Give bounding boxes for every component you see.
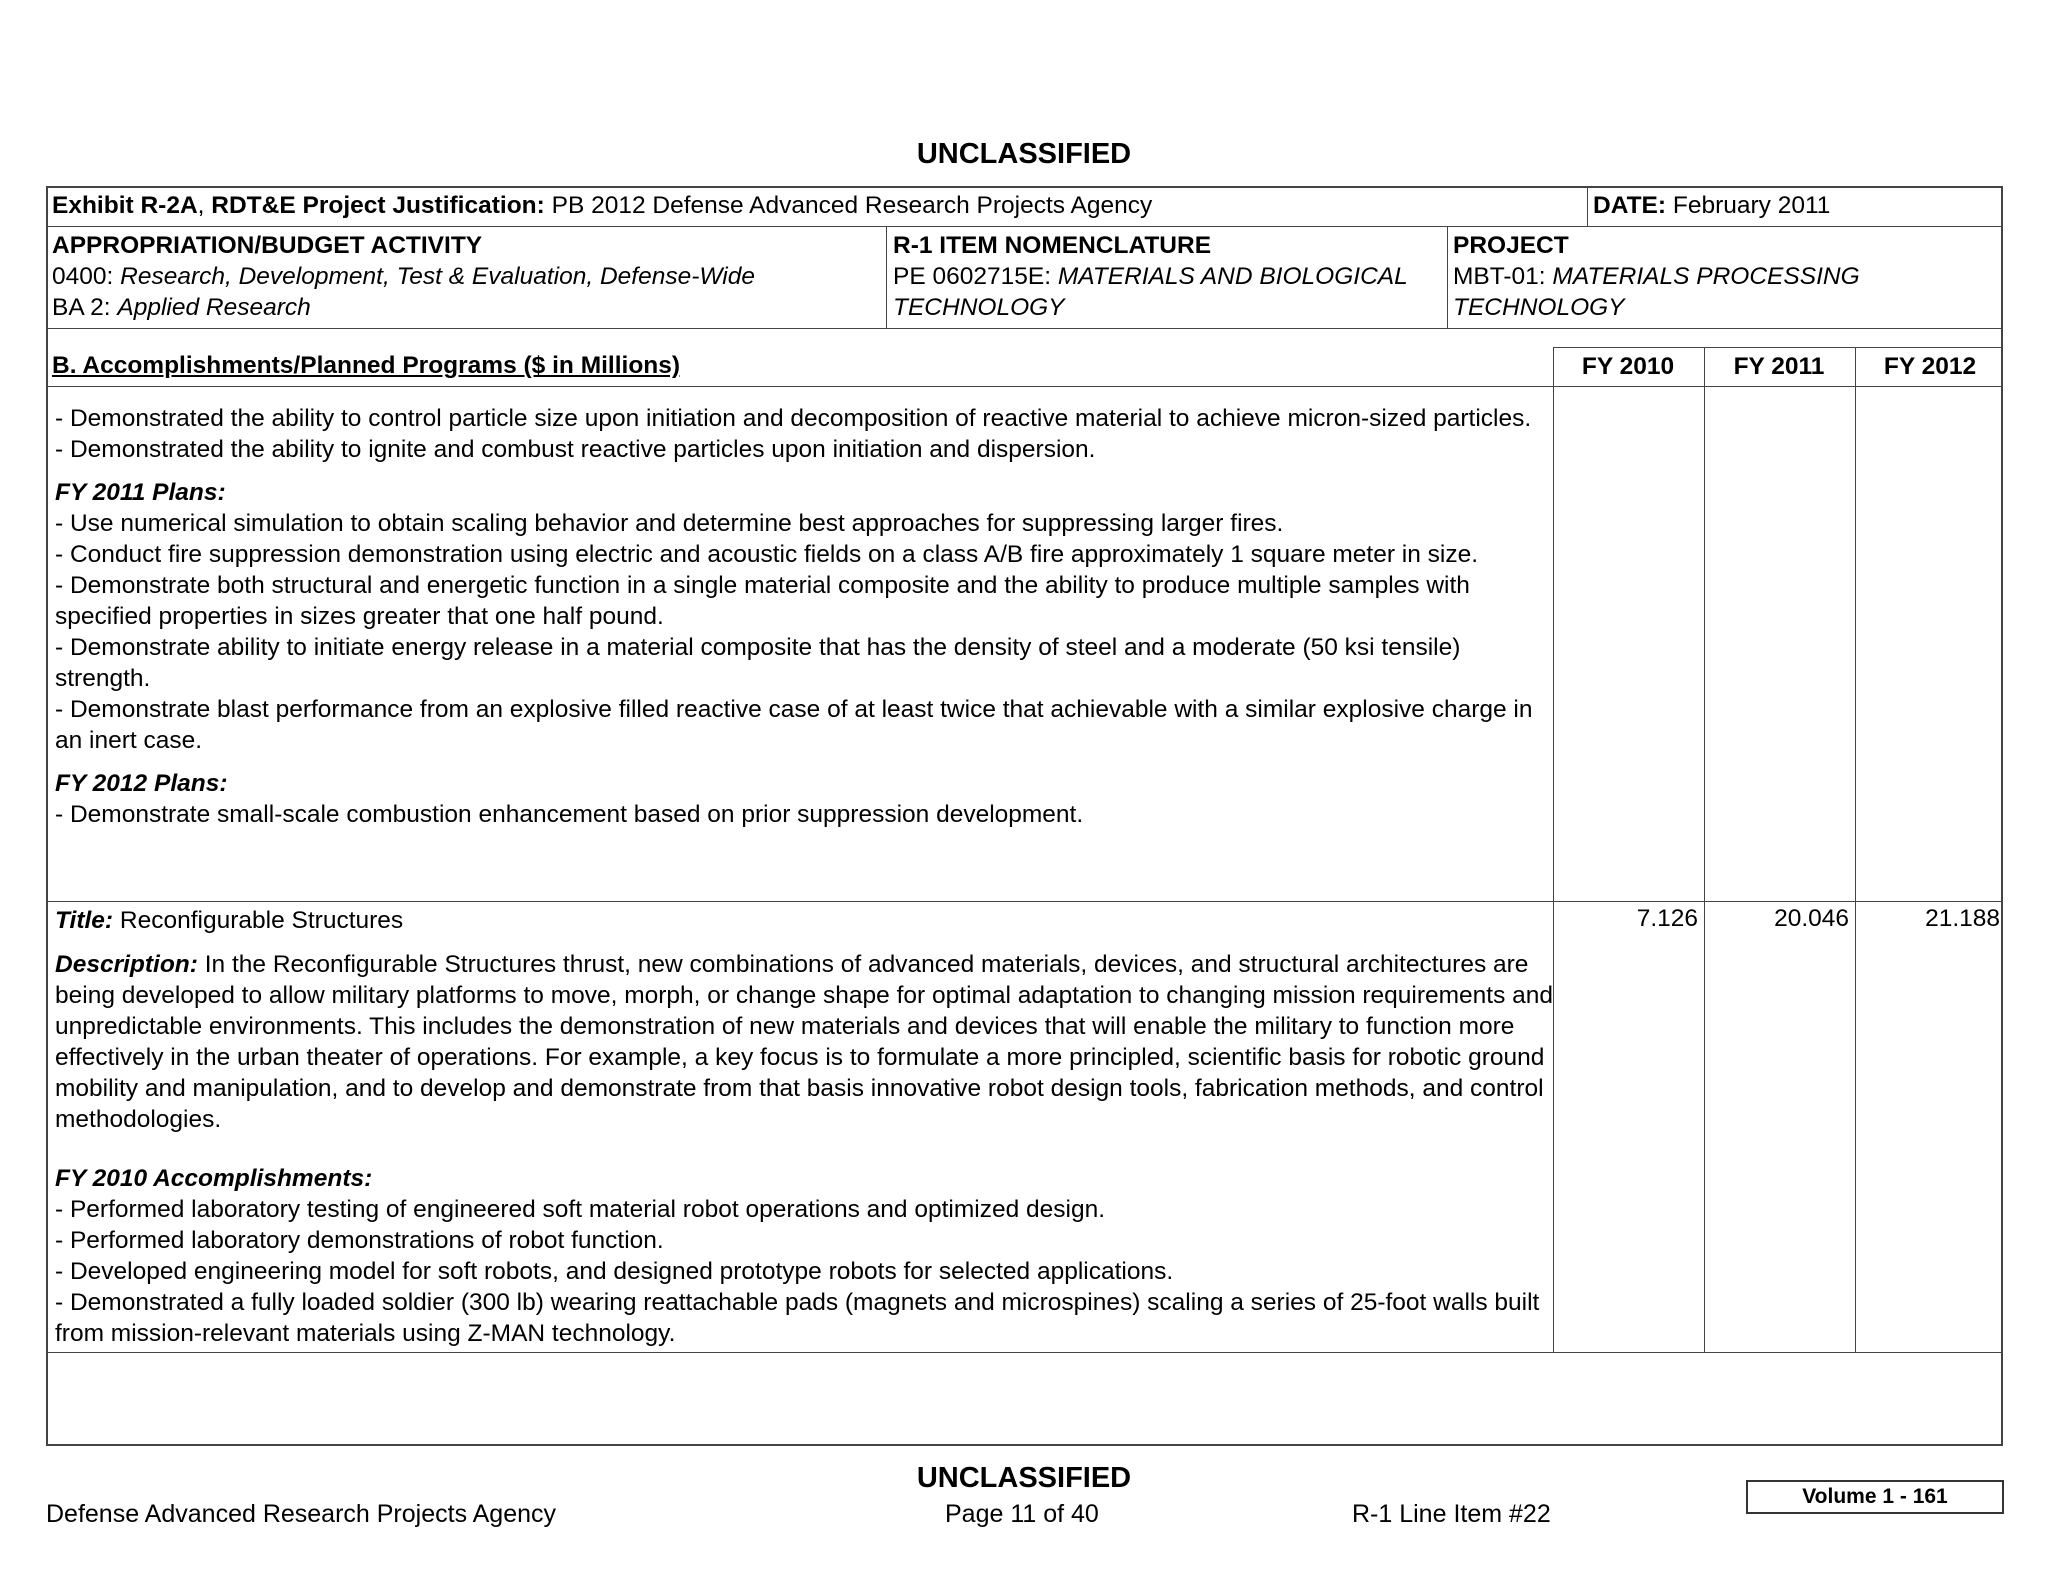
- footer-agency: Defense Advanced Research Projects Agency: [46, 1500, 557, 1528]
- fy-column-header: FY 2010: [1581, 353, 1675, 380]
- list-item: - Use numerical simulation to obtain scaling behavior and determine best approaches for suppressing larger fires.: [55, 510, 1284, 537]
- fy2010-value: 7.126: [1636, 905, 1698, 932]
- fy-column-header: FY 2012: [1883, 353, 1977, 380]
- project-code: MBT-01:: [1453, 263, 1546, 290]
- list-item: - Developed engineering model for soft robots, and designed prototype robots for selected applications.: [55, 1258, 1174, 1285]
- footer-page: Page 11 of 40: [945, 1500, 1099, 1528]
- appropriation-label: APPROPRIATION/BUDGET ACTIVITY: [52, 232, 483, 259]
- divider: [46, 328, 2003, 329]
- list-item: - Demonstrate ability to initiate energy release in a material composite that has the density of steel and a moderate (50 ksi tensile) strength.: [55, 634, 1461, 692]
- divider: [1553, 347, 2003, 348]
- ba-name: Applied Research: [117, 294, 311, 321]
- description: [55, 949, 1560, 1135]
- list-item: - Performed laboratory testing of engineered soft material robot operations and optimized design.: [55, 1196, 1106, 1223]
- r1-name: MATERIALS AND BIOLOGICAL: [1057, 263, 1408, 290]
- list-item: - Demonstrated the ability to ignite and combust reactive particles upon initiation and dispersion.: [55, 436, 1096, 463]
- list-item: - Demonstrated the ability to control particle size upon initiation and decomposition of reactive material to achieve micron-sized particles.: [55, 405, 1532, 432]
- top-classification: UNCLASSIFIED: [916, 138, 1132, 170]
- fy-column-header: FY 2011: [1733, 353, 1825, 380]
- list-item: - Conduct fire suppression demonstration using electric and acoustic fields on a class A/B fire approximately 1 square meter in size.: [55, 541, 1479, 568]
- list-item: - Performed laboratory demonstrations of robot function.: [55, 1227, 664, 1254]
- footer-line-item: R-1 Line Item #22: [1352, 1500, 1551, 1528]
- exhibit-label: Exhibit R-2A: [52, 192, 198, 219]
- budget-activity: [52, 292, 311, 323]
- project-name-cont: TECHNOLOGY: [1453, 294, 1625, 321]
- date-label: DATE:: [1593, 192, 1667, 219]
- block2-content: [55, 949, 1560, 1349]
- project-name: MATERIALS PROCESSING: [1552, 263, 1860, 290]
- date-field: [1593, 190, 1830, 221]
- block2-title: [55, 905, 403, 936]
- appropriation-value: [52, 261, 755, 292]
- fy2012-heading: FY 2012 Plans:: [55, 770, 228, 797]
- divider: [1447, 226, 1448, 328]
- project-value: [1453, 261, 1860, 292]
- r1-label: R-1 ITEM NOMENCLATURE: [893, 232, 1212, 259]
- block1-content: [55, 403, 1560, 830]
- list-item: - Demonstrate both structural and energetic function in a single material composite and the ability to produce multiple samples with specified properties in sizes greater that one half pound.: [55, 572, 1470, 630]
- date-value: February 2011: [1672, 192, 1831, 219]
- ba-code: BA 2:: [52, 294, 111, 321]
- divider: [46, 901, 2003, 902]
- r1-code: PE 0602715E:: [893, 263, 1052, 290]
- title-label: Title:: [55, 907, 114, 934]
- appropriation-name: Research, Development, Test & Evaluation, Defense-Wide: [120, 263, 755, 290]
- bottom-classification: UNCLASSIFIED: [916, 1462, 1132, 1494]
- justification-label: RDT&E Project Justification:: [211, 192, 545, 219]
- fy2011-value: 20.046: [1774, 905, 1849, 932]
- divider: [46, 1352, 2003, 1353]
- r1-value: [893, 261, 1408, 292]
- fy2010-heading: FY 2010 Accomplishments:: [55, 1165, 373, 1192]
- fy2012-value: 21.188: [1925, 905, 2000, 932]
- description-label: Description:: [55, 951, 198, 978]
- fy2011-heading: FY 2011 Plans:: [55, 479, 226, 506]
- appropriation-code: 0400:: [52, 263, 114, 290]
- divider: [46, 386, 2003, 387]
- list-item: - Demonstrated a fully loaded soldier (300 lb) wearing reattachable pads (magnets and microspines) scaling a series of 25-foot walls built from mission-relevant materials using Z-MAN technology.: [55, 1289, 1540, 1347]
- project-label: PROJECT: [1453, 232, 1569, 259]
- section-title: B. Accomplishments/Planned Programs ($ in Millions): [52, 352, 681, 379]
- divider: [1855, 347, 1856, 1352]
- divider: [1704, 347, 1705, 1352]
- divider: [1587, 186, 1588, 226]
- list-item: - Demonstrate blast performance from an explosive filled reactive case of at least twice that achievable with a similar explosive charge in an inert case.: [55, 696, 1533, 754]
- justification-value: PB 2012 Defense Advanced Research Projects Agency: [551, 192, 1153, 219]
- volume-badge: Volume 1 - 161: [1746, 1480, 2004, 1514]
- title-value: Reconfigurable Structures: [119, 907, 404, 934]
- list-item: - Demonstrate small-scale combustion enhancement based on prior suppression development.: [55, 801, 1084, 828]
- divider: [886, 226, 887, 328]
- exhibit-title: Exhibit R-2A, RDT&E Project Justification: PB 2012 Defense Advanced Research Projects Agency: [52, 192, 1153, 219]
- r1-name-cont: TECHNOLOGY: [893, 294, 1065, 321]
- divider: [46, 226, 2003, 227]
- description-text: In the Reconfigurable Structures thrust, new combinations of advanced materials, devices, and structural architectures are being developed to allow military platforms to move, morph, or change shape for optimal adaptation to changing mission requirements and unpredictable environments. This includes the demonstration of new materials and devices that will enable the military to function more effectively in the urban theater of operations. For example, a key focus is to formulate a more principled, scientific basis for robotic ground mobility and manipulation, and to develop and demonstrate from that basis innovative robot design tools, fabrication methods, and control methodologies.: [55, 951, 1554, 1133]
